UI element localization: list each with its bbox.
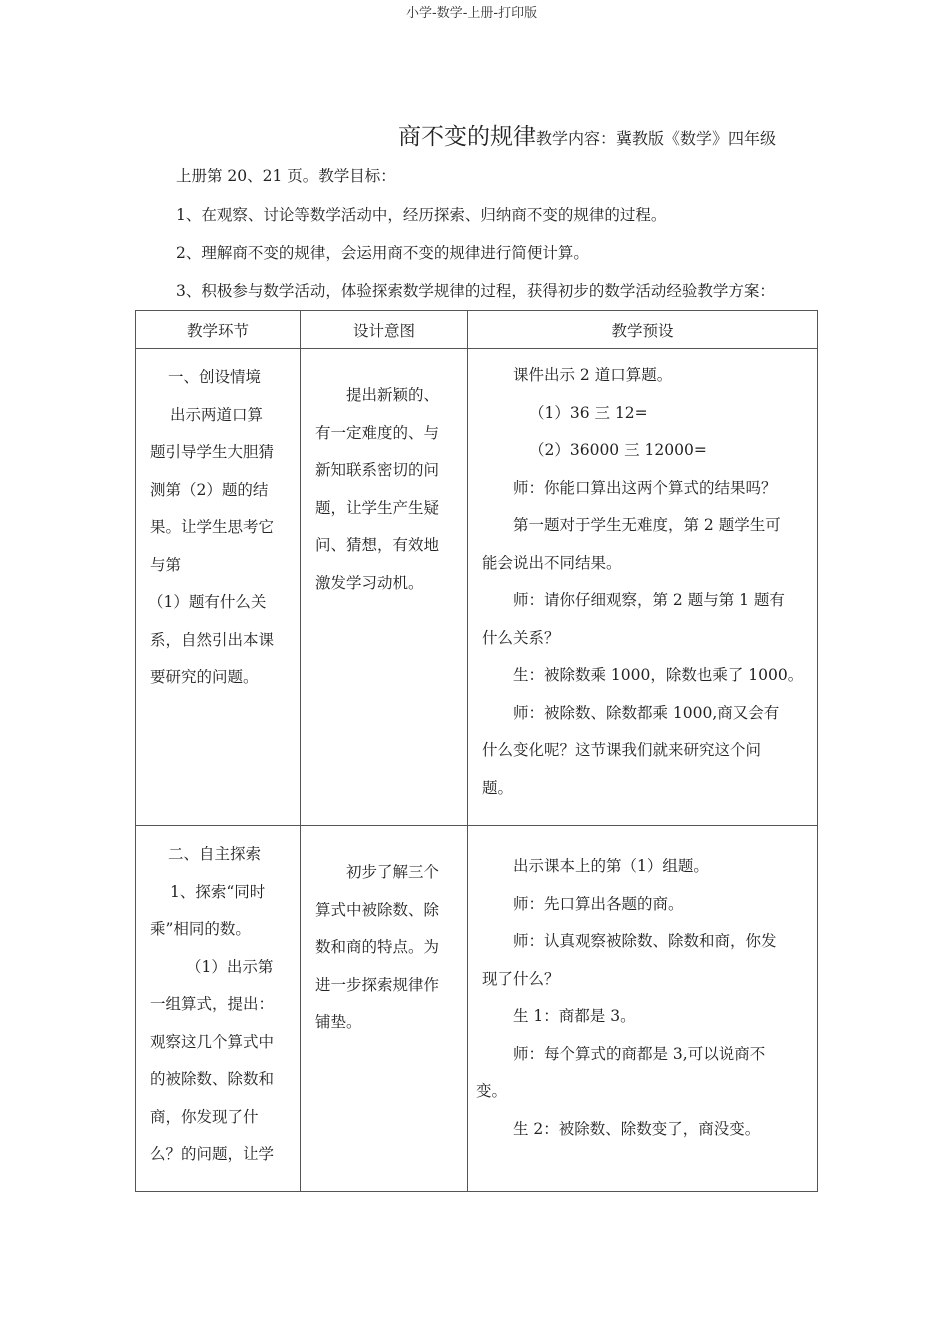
header-intent: 设计意图 bbox=[301, 311, 468, 349]
table-row bbox=[136, 826, 818, 1192]
cell-line: 出示两道口算 bbox=[170, 405, 264, 424]
cell-line: 提出新颖的、 bbox=[346, 386, 440, 404]
cell-line: 题。 bbox=[482, 778, 514, 797]
cell-line: 观察这几个算式中 bbox=[150, 1032, 275, 1051]
plan-cell bbox=[468, 826, 818, 1192]
cell-line: 有一定难度的、与 bbox=[315, 423, 440, 442]
cell-line: 课件出示 2 道口算题。 bbox=[513, 366, 673, 384]
cell-line: 1、探索“同时 bbox=[170, 882, 266, 901]
intent-cell bbox=[301, 826, 468, 1192]
cell-line: 二、自主探索 bbox=[168, 845, 262, 863]
cell-line: 能会说出不同结果。 bbox=[482, 553, 622, 572]
stage-cell bbox=[136, 349, 301, 826]
table-header-row bbox=[136, 311, 818, 349]
cell-line: 系，自然引出本课 bbox=[150, 630, 275, 649]
cell-line: （1）36 三 12= bbox=[529, 403, 648, 422]
cell-line: 师：请你仔细观察，第 2 题与第 1 题有 bbox=[513, 591, 785, 609]
cell-line: 新知联系密切的问 bbox=[315, 461, 440, 479]
plan-cell bbox=[468, 349, 818, 826]
paragraph-3: 2、理解商不变的规律，会运用商不变的规律进行简便计算。 bbox=[176, 244, 589, 262]
cell-line: 要研究的问题。 bbox=[150, 668, 259, 686]
cell-line: 商，你发现了什 bbox=[150, 1107, 259, 1126]
cell-line: 第一题对于学生无难度，第 2 题学生可 bbox=[513, 516, 781, 534]
cell-line: 生 1：商都是 3。 bbox=[513, 1007, 636, 1025]
cell-line: 激发学习动机。 bbox=[315, 573, 424, 592]
cell-line: 初步了解三个 bbox=[346, 863, 440, 881]
cell-line: 师：你能口算出这两个算式的结果吗？ bbox=[513, 478, 777, 497]
cell-line: 果。让学生思考它 bbox=[150, 518, 275, 536]
cell-line: 算式中被除数、除 bbox=[315, 900, 440, 919]
paragraph-2: 1、在观察、讨论等数学活动中，经历探索、归纳商不变的规律的过程。 bbox=[176, 206, 667, 224]
header-stage: 教学环节 bbox=[136, 311, 301, 349]
cell-line: 的被除数、除数和 bbox=[150, 1070, 275, 1088]
cell-line: 么？的问题，让学 bbox=[150, 1145, 275, 1163]
cell-line: 生 2：被除数、除数变了，商没变。 bbox=[513, 1119, 761, 1138]
lesson-title: 商不变的规律 bbox=[398, 124, 536, 150]
cell-line: 进一步探索规律作 bbox=[315, 975, 440, 994]
cell-line: 铺垫。 bbox=[315, 1013, 362, 1031]
cell-line: （1）出示第 bbox=[186, 957, 274, 976]
cell-line: 现了什么？ bbox=[482, 969, 560, 988]
cell-line: 乘”相同的数。 bbox=[150, 920, 251, 938]
cell-line: 师：先口算出各题的商。 bbox=[513, 894, 684, 913]
cell-line: 出示课本上的第（1）组题。 bbox=[513, 857, 709, 875]
cell-line: 题，让学生产生疑 bbox=[315, 498, 440, 517]
table-row bbox=[136, 349, 818, 826]
cell-line: 生：被除数乘 1000，除数也乘了 1000。 bbox=[513, 666, 804, 684]
stage-cell bbox=[136, 826, 301, 1192]
cell-line: 题引导学生大胆猜 bbox=[150, 443, 275, 461]
cell-line: 测第（2）题的结 bbox=[150, 480, 269, 499]
page-header: 小学-数学-上册-打印版 bbox=[406, 6, 538, 21]
cell-line: 师：认真观察被除数、除数和商，你发 bbox=[513, 932, 777, 950]
cell-line: 一组算式，提出： bbox=[150, 995, 275, 1013]
cell-line: 师：被除数、除数都乘 1000,商又会有 bbox=[513, 703, 780, 722]
cell-line: 一、创设情境 bbox=[168, 368, 262, 386]
cell-line: 师：每个算式的商都是 3,可以说商不 bbox=[513, 1044, 766, 1063]
title-line bbox=[398, 118, 776, 151]
cell-line: 什么关系？ bbox=[482, 628, 560, 647]
lesson-plan-table bbox=[135, 310, 818, 1192]
cell-line: （1）题有什么关 bbox=[148, 593, 267, 611]
cell-line: 与第 bbox=[150, 555, 182, 574]
intent-cell bbox=[301, 349, 468, 826]
cell-line: 变。 bbox=[476, 1082, 508, 1100]
teaching-content: 教学内容：冀教版《数学》四年级 bbox=[536, 129, 777, 148]
paragraph-1: 上册第 20、21 页。教学目标： bbox=[176, 167, 396, 185]
paragraph-4: 3、积极参与数学活动，体验探索数学规律的过程，获得初步的数学活动经验教学方案： bbox=[176, 282, 775, 300]
cell-line: 数和商的特点。为 bbox=[315, 938, 440, 956]
cell-line: 问、猜想，有效地 bbox=[315, 536, 440, 554]
header-plan: 教学预设 bbox=[468, 311, 818, 349]
cell-line: （2）36000 三 12000= bbox=[529, 441, 707, 459]
cell-line: 什么变化呢？这节课我们就来研究这个问 bbox=[482, 741, 762, 759]
